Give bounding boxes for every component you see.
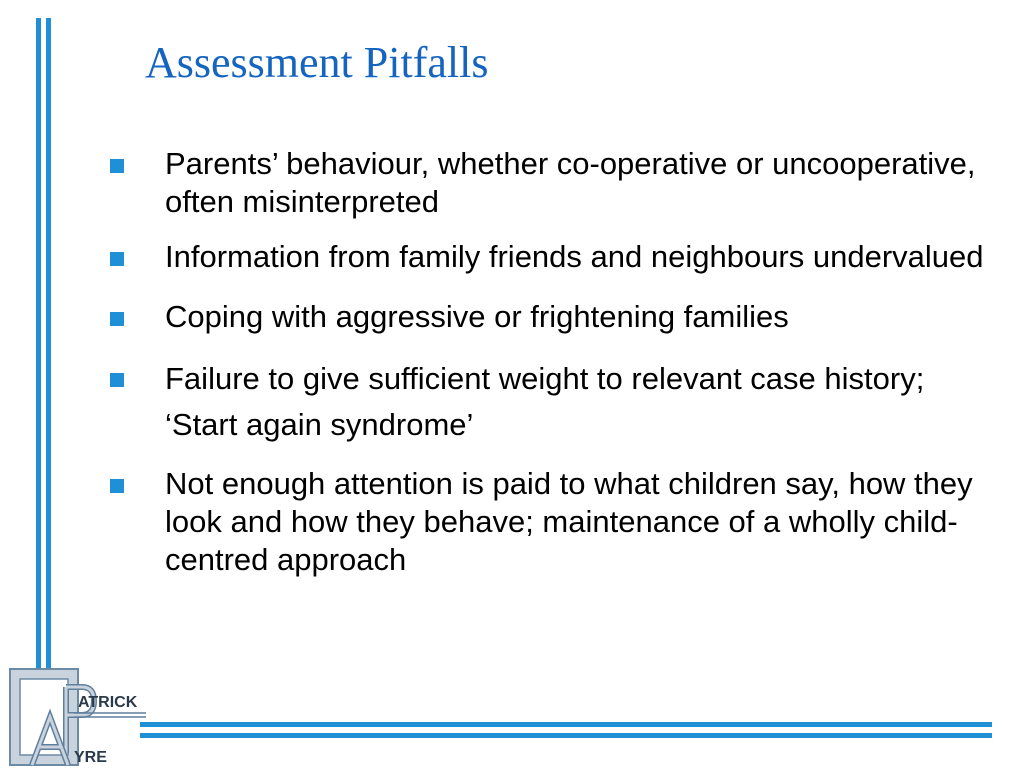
slide-title: Assessment Pitfalls	[145, 38, 489, 87]
square-bullet-icon	[110, 373, 124, 387]
bottom-accent-bar-upper	[140, 722, 992, 727]
left-accent-bar-outer	[36, 18, 41, 680]
bullet-item	[110, 238, 1000, 276]
bullet-item	[110, 298, 1000, 336]
patrick-eyre-logo	[8, 665, 148, 768]
bullet-list	[110, 145, 1000, 579]
square-bullet-icon	[110, 312, 124, 326]
bullet-text: Parents’ behaviour, whether co-operative or uncooperative, often misinterpreted	[165, 146, 976, 219]
bullet-item	[110, 465, 1000, 579]
bullet-text: Information from family friends and neighbours undervalued	[165, 239, 984, 274]
bullet-text: Failure to give sufficient weight to relevant case history; ‘Start again syndrome’	[165, 361, 925, 442]
square-bullet-icon	[110, 159, 124, 173]
bottom-accent-bar-lower	[140, 733, 992, 738]
square-bullet-icon	[110, 252, 124, 266]
bullet-item	[110, 356, 1000, 448]
logo-text-atrick: ATRICK	[78, 694, 138, 711]
bullet-text: Coping with aggressive or frightening families	[165, 299, 789, 334]
bullet-item	[110, 145, 1000, 221]
left-accent-bar-inner	[46, 18, 51, 680]
logo-text-yre: YRE	[74, 749, 107, 766]
bullet-text: Not enough attention is paid to what children say, how they look and how they behave; maintenance of a wholly child-centred approach	[165, 466, 973, 577]
square-bullet-icon	[110, 479, 124, 493]
